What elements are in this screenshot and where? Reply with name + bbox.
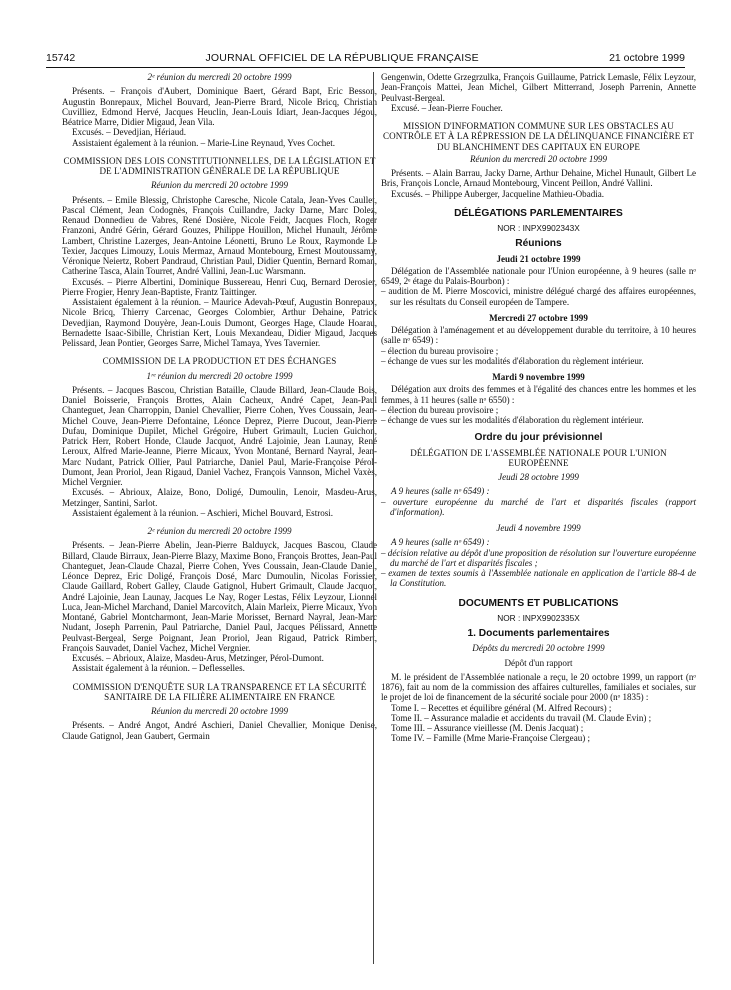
delegation-name: DÉLÉGATION DE L'ASSEMBLÉE NATIONALE POUR L'UNION EUROPÉENNE [410, 447, 667, 468]
meeting-date: Mercredi 27 octobre 1999 [489, 312, 588, 323]
meeting-title: Réunion du mercredi 20 octobre 1999 [151, 706, 288, 716]
delegation-entry: Délégation à l'aménagement et au développement durable du territoire, à 10 heures (salle nᵒ 6549) : [381, 325, 696, 346]
section-heading-documents: DOCUMENTS ET PUBLICATIONS [458, 597, 619, 609]
attendees-excused: Excusés. – Pierre Albertini, Dominique Bussereau, Henri Cuq, Bernard Derosier, Pierre Frogier, Henry Jean-Baptiste, Frantz Taittinger. [62, 276, 377, 297]
commission-title: COMMISSION DES LOIS CONSTITUTIONNELLES, DE LA LÉGISLATION ET DE L'ADMINISTRATION GÉNÉRALE DE LA RÉPUBLIQUE [63, 155, 376, 176]
agenda-item: – élection du bureau provisoire ; [381, 404, 499, 415]
column-divider [373, 72, 374, 964]
agenda-date: Jeudi 4 novembre 1999 [496, 523, 581, 533]
report-volume: Tome III. – Assurance vieillesse (M. Denis Jacquat) ; [391, 723, 584, 733]
commission-title: COMMISSION D'ENQUÊTE SUR LA TRANSPARENCE ET LA SÉCURITÉ SANITAIRE DE LA FILIÈRE ALIMENTAIRE EN FRANCE [72, 681, 367, 702]
deposit-type: Dépôt d'un rapport [504, 657, 573, 668]
report-volume: Tome IV. – Famille (Mme Marie-Françoise Clergeau) ; [391, 733, 591, 744]
report-volume: Tome I. – Recettes et équilibre général (M. Alfred Recours) ; [391, 702, 612, 713]
attendees-present: Présents. – Alain Barrau, Jacky Darne, Arthur Dehaine, Michel Hunault, Gilbert Le Bris, François Loncle, Arnaud Montebourg, Vincent Peillon, André Vallini. [381, 168, 696, 189]
subheading-ordre-du-jour: Ordre du jour prévisionnel [474, 432, 603, 444]
subheading-documents-parlementaires: 1. Documents parlementaires [467, 628, 610, 639]
agenda-item: – élection du bureau provisoire ; [381, 345, 499, 356]
agenda-item: – décision relative au dépôt d'une proposition de résolution sur l'ouverture européenne du marché de l'art et disparités fiscales ; [381, 547, 696, 568]
agenda-item: – échange de vues sur les modalités d'élaboration du règlement intérieur. [381, 415, 644, 425]
section-heading-delegations: DÉLÉGATIONS PARLEMENTAIRES [454, 207, 623, 219]
issue-date: 21 octobre 1999 [609, 52, 685, 64]
commission-title: COMMISSION DE LA PRODUCTION ET DES ÉCHANGES [102, 356, 337, 367]
meeting-title: Réunion du mercredi 20 octobre 1999 [470, 153, 607, 164]
page-number: 15742 [46, 52, 76, 64]
attendees-also-present: Assistaient également à la réunion. – Maurice Adevah-Pœuf, Augustin Bonrepaux, Nicole Bricq, Thierry Carcenac, Georges Colombier, Arthur Dehaine, Patrick Devedjian, Raymond Douyère, Jean-Louis Dumont, Georges Hage, Claude Hoarau, Bernadette Isaac-Sibille, Christian Kert, Louis Mexandeau, Didier Migaud, Jacques Pelissard, Jean Pontier, Georges Sarre, Michel Tamaya, Yves Tavernier. [62, 297, 377, 348]
header-rule [46, 67, 685, 68]
attendees-excused: Excusés. – Philippe Auberger, Jacqueline Mathieu-Obadia. [391, 188, 605, 199]
agenda-time: A 9 heures (salle nᵒ 6549) : [391, 537, 490, 548]
agenda-date: Jeudi 28 octobre 1999 [498, 472, 579, 482]
agenda-item: – ouverture européenne du marché de l'art et disparités fiscales (rapport d'information). [381, 496, 696, 517]
attendees-present: Présents. – Jean-Pierre Abelin, Jean-Pierre Balduyck, Jacques Bascou, Claude Billard, Claude Birraux, Jean-Pierre Blazy, Maxime Bono, François Brottes, Jean-Paul Chanteguet, Jean-Claude Chazal, Pierre Cohen, Yves Coussain, Jean-Claude Daniel, Léonce Deprez, Eric Doligé, François Dosé, Marc Dumoulin, Nicolas Forissier, Claude Gaillard, Robert Galley, Claude Gatignol, Hubert Grimault, Claude Jacquot, André Lajoinie, Jean Launay, Jacques Le Nay, Roger Lestas, Félix Leyzour, Lionnel Luca, Jean-Michel Marchand, Daniel Marcovitch, Alain Marleix, Pierre Micaux, Yvon Montané, Gabriel Montcharmont, Jean-Marie Morisset, Bernard Nayral, Jean-Marc Nudant, Joseph Parrenin, Paul Patriarche, Daniel Paul, Jacques Pélissard, Annette Peulvast-Bergeal, Serge Poignant, Jean Proriol, Jean Rigaud, Patrick Rimbert, François Sauvadet, Daniel Vachez, Michel Vergnier. [62, 540, 377, 653]
attendees-present: Présents. – François d'Aubert, Dominique Baert, Gérard Bapt, Eric Besson, Augustin Bonrepaux, Michel Bouvard, Jean-Pierre Brard, Nicole Bricq, Christian Cuvilliez, Edmond Hervé, Jacques Heuclin, Jean-Louis Idiart, Jean-Jacques Jégou, Béatrice Marre, Didier Migaud, Jean Vila. [62, 86, 377, 127]
nor-reference: NOR : INPX9902343X [497, 223, 580, 233]
meeting-title: Réunion du mercredi 20 octobre 1999 [151, 180, 288, 191]
attendees-present: Présents. – Jacques Bascou, Christian Bataille, Claude Billard, Jean-Claude Bois, Daniel Boisserie, François Brottes, Alain Cacheux, André Capet, Jean-Paul Chanteguet, Jean Charroppin, Daniel Chevallier, Pierre Cohen, Yves Coussain, Jean-Michel Couve, Jean-Pierre Defontaine, Léonce Deprez, Pierre Ducout, Jean-Pierre Dufau, Dominique Dupilet, Michel Grégoire, Hubert Grimault, Lucien Guichon, Patrick Herr, Robert Honde, Claude Jacquot, André Lajoinie, Jean Launay, René Leroux, Alfred Marie-Jeanne, Pierre Micaux, Yvon Montané, Bernard Nayral, Jean-Marc Nudant, Patrick Ollier, Paul Patriarche, Daniel Paul, Marie-Françoise Pérol-Dumont, Jean Proriol, Jean Rigaud, Daniel Vachez, François Vannson, Michel Vaxès, Michel Vergnier. [62, 384, 377, 487]
right-column [381, 72, 696, 744]
page-header [46, 48, 685, 64]
attendees-present: Présents. – André Angot, André Aschieri, Daniel Chevallier, Monique Denise, Claude Gatignol, Jean Gaubert, Germain [62, 720, 377, 741]
attendees-present: Présents. – Emile Blessig, Christophe Caresche, Nicole Catala, Jean-Yves Caullet, Pascal Clément, Jean Codognès, François Cuillandre, Jacky Darne, Marc Dolez, Renaud Donnedieu de Vabres, René Dosière, Nicole Feidt, Jacques Floch, Roger Franzoni, André Gérin, Gérard Gouzes, Philippe Houillon, Michel Hunault, Jérôme Lambert, Christine Lazerges, Jean-Antoine Léonetti, Bruno Le Roux, Raymonde Le Texier, Jacques Limouzy, Louis Mermaz, Arnaud Montebourg, Ernest Moutoussamy, Véronique Neiertz, Robert Pandraud, Christian Paul, Didier Quentin, Bernard Roman, Catherine Tasca, Alain Tourret, André Vallini, Jean-Luc Warsmann. [62, 194, 377, 277]
subheading-reunions: Réunions [515, 238, 562, 250]
meeting-title: 2ᵉ réunion du mercredi 20 octobre 1999 [147, 72, 292, 82]
meeting-title: 1ʳᵉ réunion du mercredi 20 octobre 1999 [146, 370, 293, 381]
meeting-date: Jeudi 21 octobre 1999 [496, 253, 581, 264]
agenda-item: – examen de textes soumis à l'Assemblée nationale en application de l'article 88-4 de la Constitution. [381, 568, 696, 589]
delegation-entry: Délégation aux droits des femmes et à l'égalité des chances entre les hommes et les femmes, à 11 heures (salle nᵒ 6550) : [381, 384, 696, 405]
attendees-present-continued: Gengenwin, Odette Grzegrzulka, François Guillaume, Patrick Lemasle, Félix Leyzour, Jean-François Mattei, Jean Michel, Gilbert Mitterrand, Joseph Parrenin, Annette Peulvast-Bergeal. [381, 72, 696, 103]
attendees-also-present: Assistaient également à la réunion. – Aschieri, Michel Bouvard, Estrosi. [72, 507, 334, 518]
agenda-item: – échange de vues sur les modalités d'élaboration du règlement intérieur. [381, 355, 644, 366]
attendees-excused: Excusé. – Jean-Pierre Foucher. [391, 102, 503, 113]
attendees-also-present: Assistait également à la réunion. – Deflesselles. [72, 663, 245, 674]
mission-title: MISSION D'INFORMATION COMMUNE SUR LES OBSTACLES AU CONTRÔLE ET À LA RÉPRESSION DE LA DÉLINQUANCE FINANCIÈRE ET DU BLANCHIMENT DES CAPITAUX EN EUROPE [382, 121, 695, 152]
deposit-date: Dépôts du mercredi 20 octobre 1999 [472, 643, 605, 654]
attendees-also-present: Assistaient également à la réunion. – Marie-Line Reynaud, Yves Cochet. [72, 137, 336, 148]
attendees-excused: Excusés. – Devedjian, Hériaud. [72, 127, 187, 138]
agenda-item: – audition de M. Pierre Moscovici, ministre délégué chargé des affaires européennes, sur les résultats du Conseil européen de Tampere. [381, 286, 696, 307]
meeting-date: Mardi 9 novembre 1999 [492, 372, 585, 382]
report-paragraph: M. le président de l'Assemblée nationale a reçu, le 20 octobre 1999, un rapport (nᵒ 1876), fait au nom de la commission des affaires culturelles, familiales et sociales, sur le projet de loi de financement de la sécurité sociale pour 2000 (nᵒ 1835) : [381, 671, 696, 703]
left-column [62, 72, 377, 741]
report-volume: Tome II. – Assurance maladie et accidents du travail (M. Claude Evin) ; [391, 712, 652, 723]
attendees-excused: Excusés. – Abrioux, Alaize, Masdeu-Arus, Metzinger, Pérol-Dumont. [72, 653, 324, 663]
delegation-entry: Délégation de l'Assemblée nationale pour l'Union européenne, à 9 heures (salle nᵒ 6549, 2ᵉ étage du Palais-Bourbon) : [381, 265, 696, 286]
meeting-title: 2ᵉ réunion du mercredi 20 octobre 1999 [147, 526, 292, 536]
agenda-time: A 9 heures (salle nᵒ 6549) : [391, 486, 490, 497]
journal-title: JOURNAL OFFICIEL DE LA RÉPUBLIQUE FRANÇAISE [205, 52, 479, 64]
nor-reference: NOR : INPX9902335X [497, 612, 580, 623]
attendees-excused: Excusés. – Abrioux, Alaize, Bono, Doligé, Dumoulin, Lenoir, Masdeu-Arus, Metzinger, Santini, Sarlot. [62, 487, 377, 508]
